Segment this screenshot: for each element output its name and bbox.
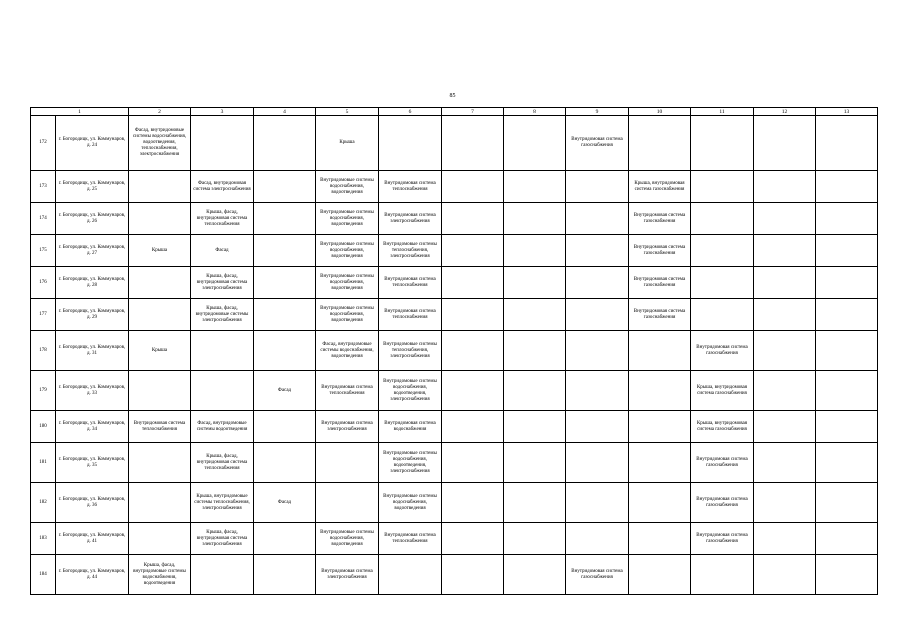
address-cell: г. Богородицк, ул. Коммунаров, д. 44 — [56, 555, 129, 595]
header-cell: 12 — [754, 108, 816, 116]
row-number-cell: 174 — [31, 203, 56, 235]
table-row — [31, 483, 878, 523]
table-row — [31, 235, 878, 267]
work-cell: Крыша, внутридомовая система газоснабжения — [691, 411, 754, 443]
work-cell — [816, 267, 878, 299]
work-cell — [754, 555, 816, 595]
work-cell: Внутридомовые системы водоснабжения, водоотведения — [316, 523, 379, 555]
address-cell: г. Богородицк, ул. Коммунаров, д. 29 — [56, 299, 129, 331]
work-cell — [754, 371, 816, 411]
work-cell — [816, 116, 878, 171]
header-row — [31, 108, 878, 116]
work-cell — [129, 443, 191, 483]
work-cell — [442, 483, 504, 523]
table-row — [31, 555, 878, 595]
work-cell — [566, 523, 629, 555]
work-cell — [129, 171, 191, 203]
address-cell: г. Богородицк, ул. Коммунаров, д. 35 — [56, 443, 129, 483]
address-cell: г. Богородицк, ул. Коммунаров, д. 28 — [56, 267, 129, 299]
work-cell: Внутридомовые системы водоснабжения, водоотведения — [316, 171, 379, 203]
work-cell — [254, 267, 316, 299]
work-cell — [254, 555, 316, 595]
work-cell — [504, 371, 566, 411]
work-cell — [129, 299, 191, 331]
work-cell: Внутридомовые системы теплоснабжения, электроснабжения — [379, 235, 442, 267]
work-cell — [816, 483, 878, 523]
work-cell: Внутридомовые системы водоснабжения, водоотведения, электроснабжения — [379, 371, 442, 411]
work-cell — [254, 235, 316, 267]
work-cell — [566, 203, 629, 235]
work-cell — [316, 483, 379, 523]
work-cell: Фасад, внутридомовые системы водоснабжения, водоотведения — [316, 331, 379, 371]
work-cell: Внутридомовая система газоснабжения — [629, 299, 691, 331]
row-number-cell: 180 — [31, 411, 56, 443]
work-cell: Крыша — [316, 116, 379, 171]
work-cell — [129, 523, 191, 555]
work-cell — [442, 171, 504, 203]
work-cell — [316, 443, 379, 483]
header-cell: 8 — [504, 108, 566, 116]
row-number-cell: 173 — [31, 171, 56, 203]
work-cell — [566, 235, 629, 267]
work-cell: Внутридомовые системы водоснабжения, водоотведения, электроснабжения — [379, 443, 442, 483]
table-row — [31, 411, 878, 443]
work-cell: Внутридомовая система газоснабжения — [691, 523, 754, 555]
work-cell — [566, 331, 629, 371]
work-cell: Крыша, внутридомовая система газоснабжения — [691, 371, 754, 411]
address-cell: г. Богородицк, ул. Коммунаров, д. 34 — [56, 411, 129, 443]
header-cell: 1 — [31, 108, 129, 116]
address-cell: г. Богородицк, ул. Коммунаров, д. 24 — [56, 116, 129, 171]
work-cell — [691, 171, 754, 203]
row-number-cell: 184 — [31, 555, 56, 595]
work-cell — [629, 116, 691, 171]
work-cell — [816, 203, 878, 235]
work-cell — [816, 371, 878, 411]
work-cell — [442, 299, 504, 331]
work-cell — [129, 483, 191, 523]
address-cell: г. Богородицк, ул. Коммунаров, д. 26 — [56, 203, 129, 235]
work-cell: Внутридомовая система теплоснабжения — [316, 371, 379, 411]
work-cell: Внутридомовая система газоснабжения — [566, 116, 629, 171]
work-cell — [504, 267, 566, 299]
work-cell: Крыша — [129, 235, 191, 267]
work-cell: Внутридомовая система теплоснабжения — [129, 411, 191, 443]
work-cell — [191, 116, 254, 171]
header-cell: 13 — [816, 108, 878, 116]
work-cell — [442, 116, 504, 171]
work-cell — [691, 267, 754, 299]
work-cell — [504, 555, 566, 595]
work-cell — [691, 555, 754, 595]
work-cell — [754, 411, 816, 443]
work-cell — [254, 203, 316, 235]
work-cell — [754, 483, 816, 523]
work-cell — [442, 267, 504, 299]
work-cell: Фасад — [254, 371, 316, 411]
header-cell: 5 — [316, 108, 379, 116]
row-number-cell: 175 — [31, 235, 56, 267]
work-cell: Внутридомовая система теплоснабжения — [379, 299, 442, 331]
work-cell — [816, 299, 878, 331]
work-cell — [629, 555, 691, 595]
work-cell: Внутридомовая система теплоснабжения — [379, 267, 442, 299]
table-row — [31, 331, 878, 371]
table-row — [31, 299, 878, 331]
work-cell — [191, 555, 254, 595]
work-cell — [816, 443, 878, 483]
work-cell — [442, 203, 504, 235]
work-cell — [629, 443, 691, 483]
table-row — [31, 116, 878, 171]
work-cell — [566, 443, 629, 483]
work-cell — [129, 267, 191, 299]
work-cell — [254, 523, 316, 555]
work-cell: Внутридомовая система теплоснабжения — [379, 523, 442, 555]
work-cell: Внутридомовые системы водоснабжения, водоотведения — [316, 203, 379, 235]
header-cell: 2 — [129, 108, 191, 116]
document-table — [30, 107, 878, 595]
work-cell — [566, 411, 629, 443]
header-cell: 3 — [191, 108, 254, 116]
work-cell: Крыша, фасад, внутридомовая система электроснабжения — [191, 523, 254, 555]
row-number-cell: 179 — [31, 371, 56, 411]
table-row — [31, 171, 878, 203]
work-cell — [254, 443, 316, 483]
address-cell: г. Богородицк, ул. Коммунаров, д. 31 — [56, 331, 129, 371]
work-cell — [754, 267, 816, 299]
header-cell: 11 — [691, 108, 754, 116]
work-cell: Внутридомовая система газоснабжения — [566, 555, 629, 595]
work-cell — [442, 443, 504, 483]
work-cell: Внутридомовая система газоснабжения — [629, 203, 691, 235]
work-cell: Крыша, внутридомовая система газоснабжения — [629, 171, 691, 203]
work-cell — [254, 411, 316, 443]
table-row — [31, 371, 878, 411]
header-cell: 10 — [629, 108, 691, 116]
work-cell: Внутридомовые системы водоснабжения, водоотведения — [316, 267, 379, 299]
row-number-cell: 182 — [31, 483, 56, 523]
work-cell: Внутридомовые системы теплоснабжения, электроснабжения — [379, 331, 442, 371]
work-cell — [504, 171, 566, 203]
work-cell: Внутридомовая система газоснабжения — [629, 235, 691, 267]
work-cell — [566, 299, 629, 331]
work-cell: Крыша — [129, 331, 191, 371]
header-cell: 7 — [442, 108, 504, 116]
work-cell — [442, 523, 504, 555]
work-cell — [254, 171, 316, 203]
row-number-cell: 183 — [31, 523, 56, 555]
work-cell — [504, 331, 566, 371]
work-cell — [504, 483, 566, 523]
work-cell — [191, 331, 254, 371]
work-cell — [816, 523, 878, 555]
table-row — [31, 523, 878, 555]
work-cell: Крыша, фасад, внутридомовая система теплоснабжения — [191, 443, 254, 483]
work-cell — [379, 555, 442, 595]
work-cell — [504, 235, 566, 267]
work-cell: Внутридомовая система газоснабжения — [629, 267, 691, 299]
work-cell — [504, 116, 566, 171]
header-cell: 9 — [566, 108, 629, 116]
work-cell — [504, 203, 566, 235]
work-cell — [754, 203, 816, 235]
address-cell: г. Богородицк, ул. Коммунаров, д. 36 — [56, 483, 129, 523]
table-row — [31, 443, 878, 483]
work-cell — [691, 235, 754, 267]
work-cell — [504, 523, 566, 555]
work-cell — [442, 331, 504, 371]
work-cell — [442, 411, 504, 443]
work-cell — [629, 523, 691, 555]
work-cell: Крыша, фасад, внутридомовые системы электроснабжения — [191, 299, 254, 331]
work-cell — [691, 299, 754, 331]
row-number-cell: 172 — [31, 116, 56, 171]
work-cell: Внутридомовые системы водоснабжения, водоотведения — [379, 483, 442, 523]
work-cell: Крыша, внутридомовые системы теплоснабжения, электроснабжения — [191, 483, 254, 523]
work-cell — [254, 299, 316, 331]
work-cell — [816, 235, 878, 267]
work-cell: Фасад — [191, 235, 254, 267]
work-cell — [566, 267, 629, 299]
header-cell: 6 — [379, 108, 442, 116]
work-cell — [504, 443, 566, 483]
work-cell: Внутридомовая система газоснабжения — [691, 331, 754, 371]
row-number-cell: 177 — [31, 299, 56, 331]
address-cell: г. Богородицк, ул. Коммунаров, д. 41 — [56, 523, 129, 555]
work-cell — [566, 371, 629, 411]
work-cell: Внутридомовая система водоснабжения — [379, 411, 442, 443]
work-cell: Внутридомовые системы водоснабжения, водоотведения — [316, 299, 379, 331]
address-cell: г. Богородицк, ул. Коммунаров, д. 27 — [56, 235, 129, 267]
work-cell — [629, 411, 691, 443]
page-number: 85 — [449, 93, 456, 99]
work-cell — [504, 299, 566, 331]
work-cell: Внутридомовая система газоснабжения — [691, 483, 754, 523]
work-cell — [629, 371, 691, 411]
work-cell: Фасад, внутридомовая система электроснабжения — [191, 171, 254, 203]
work-cell — [816, 411, 878, 443]
table-row — [31, 267, 878, 299]
work-cell — [442, 371, 504, 411]
work-cell: Крыша, фасад, внутридомовая система электроснабжения — [191, 267, 254, 299]
work-cell — [816, 331, 878, 371]
work-cell: Внутридомовая система электроснабжения — [379, 203, 442, 235]
work-cell — [254, 331, 316, 371]
row-number-cell: 178 — [31, 331, 56, 371]
work-cell — [754, 523, 816, 555]
work-cell — [629, 483, 691, 523]
work-cell — [629, 331, 691, 371]
work-cell — [129, 203, 191, 235]
work-cell: Внутридомовые системы водоснабжения, водоотведения — [316, 235, 379, 267]
work-cell — [691, 116, 754, 171]
work-cell — [754, 299, 816, 331]
work-cell — [442, 555, 504, 595]
work-cell: Внутридомовая система теплоснабжения — [379, 171, 442, 203]
work-cell — [754, 331, 816, 371]
row-number-cell: 176 — [31, 267, 56, 299]
work-cell — [816, 171, 878, 203]
work-cell — [379, 116, 442, 171]
work-cell: Внутридомовая система электроснабжения — [316, 555, 379, 595]
address-cell: г. Богородицк, ул. Коммунаров, д. 33 — [56, 371, 129, 411]
table-row — [31, 203, 878, 235]
work-cell — [254, 116, 316, 171]
work-cell — [754, 443, 816, 483]
row-number-cell: 181 — [31, 443, 56, 483]
address-cell: г. Богородицк, ул. Коммунаров, д. 25 — [56, 171, 129, 203]
work-cell — [816, 555, 878, 595]
work-cell — [129, 371, 191, 411]
work-cell: Фасад, внутридомовые системы водоотведения — [191, 411, 254, 443]
work-cell: Фасад — [254, 483, 316, 523]
work-cell — [754, 235, 816, 267]
work-cell — [191, 371, 254, 411]
work-cell: Крыша, фасад, внутридомовые системы водоснабжения, водоотведения — [129, 555, 191, 595]
work-cell — [442, 235, 504, 267]
work-cell — [566, 483, 629, 523]
work-cell — [754, 116, 816, 171]
work-cell — [566, 171, 629, 203]
header-cell: 4 — [254, 108, 316, 116]
work-cell — [754, 171, 816, 203]
work-cell: Фасад, внутридомовые системы водоснабжения, водоотведения, теплоснабжения, электроснабжения — [129, 116, 191, 171]
work-cell — [691, 203, 754, 235]
work-cell — [504, 411, 566, 443]
work-cell: Внутридомовая система электроснабжения — [316, 411, 379, 443]
work-cell: Крыша, фасад, внутридомовая система теплоснабжения — [191, 203, 254, 235]
work-cell: Внутридомовая система газоснабжения — [691, 443, 754, 483]
